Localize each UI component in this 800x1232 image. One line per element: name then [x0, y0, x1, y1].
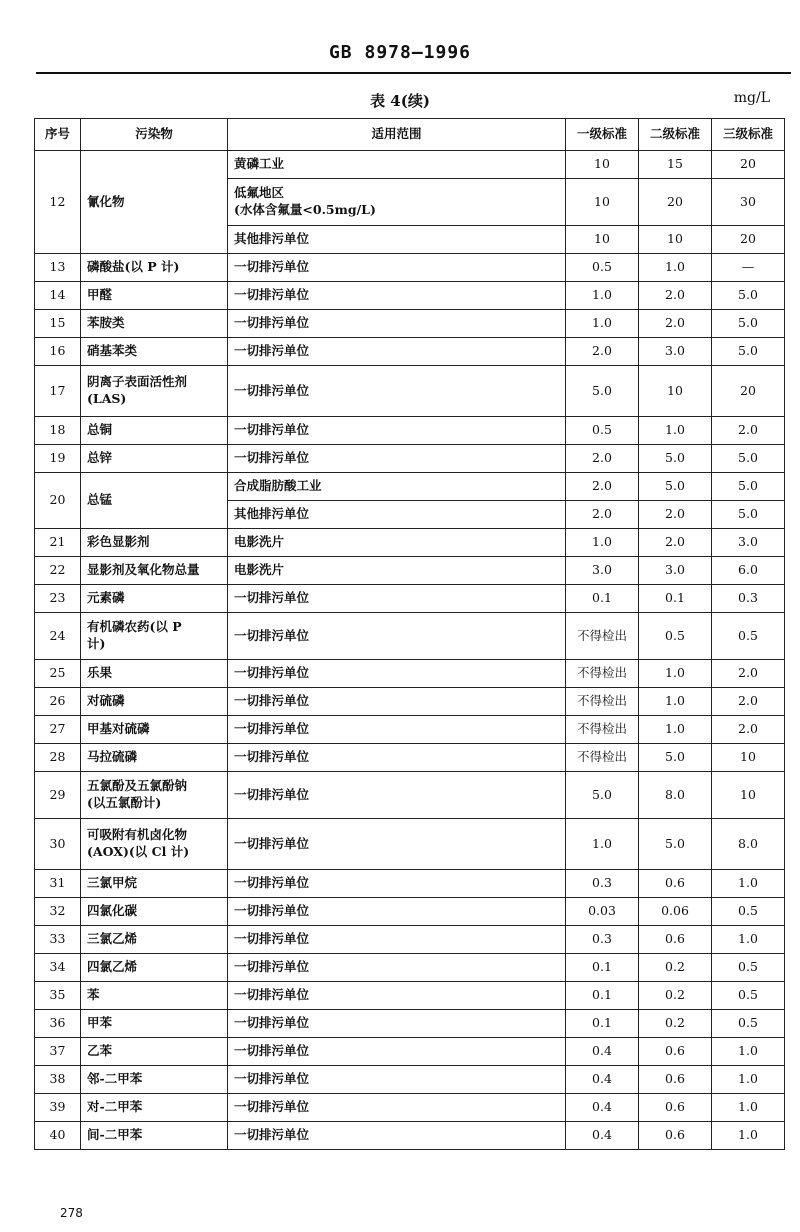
table-row — [35, 1066, 785, 1094]
header-grade-1: 一级标准 — [566, 119, 639, 151]
pollutant-name: 阴离子表面活性剂 (LAS) — [81, 366, 228, 417]
grade-2-value: 0.2 — [639, 954, 712, 982]
row-serial: 20 — [35, 473, 81, 529]
application-scope: 一切排污单位 — [228, 1094, 566, 1122]
application-scope: 一切排污单位 — [228, 870, 566, 898]
table-row — [35, 310, 785, 338]
grade-1-value: 0.1 — [566, 982, 639, 1010]
application-scope: 一切排污单位 — [228, 1122, 566, 1150]
row-serial: 40 — [35, 1122, 81, 1150]
row-serial: 31 — [35, 870, 81, 898]
grade-3-value: 2.0 — [712, 716, 785, 744]
table-row — [35, 1122, 785, 1150]
table-caption: 表 4(续) — [370, 92, 430, 110]
pollutant-standards-table — [34, 118, 785, 1150]
grade-1-value: 2.0 — [566, 445, 639, 473]
application-scope: 一切排污单位 — [228, 310, 566, 338]
row-serial: 18 — [35, 417, 81, 445]
table-row — [35, 282, 785, 310]
application-scope: 一切排污单位 — [228, 982, 566, 1010]
grade-1-value: 不得检出 — [566, 613, 639, 660]
header-pollutant: 污染物 — [81, 119, 228, 151]
grade-1-value: 2.0 — [566, 501, 639, 529]
table-header-row — [35, 119, 785, 151]
table-row — [35, 1038, 785, 1066]
grade-3-value: 1.0 — [712, 1066, 785, 1094]
application-scope: 一切排污单位 — [228, 613, 566, 660]
grade-3-value: 1.0 — [712, 1038, 785, 1066]
table-row — [35, 151, 785, 179]
grade-2-value: 1.0 — [639, 417, 712, 445]
row-serial: 24 — [35, 613, 81, 660]
pollutant-name: 马拉硫磷 — [81, 744, 228, 772]
row-serial: 36 — [35, 1010, 81, 1038]
pollutant-name: 对硫磷 — [81, 688, 228, 716]
grade-3-value: 5.0 — [712, 445, 785, 473]
grade-3-value: 5.0 — [712, 473, 785, 501]
grade-2-value: 0.6 — [639, 870, 712, 898]
row-serial: 30 — [35, 819, 81, 870]
grade-3-value: 0.3 — [712, 585, 785, 613]
pollutant-name: 甲苯 — [81, 1010, 228, 1038]
grade-2-value: 8.0 — [639, 772, 712, 819]
table-row — [35, 660, 785, 688]
table-row — [35, 772, 785, 819]
grade-3-value: 2.0 — [712, 688, 785, 716]
grade-1-value: 0.4 — [566, 1094, 639, 1122]
grade-2-value: 1.0 — [639, 716, 712, 744]
table-row — [35, 473, 785, 501]
grade-2-value: 2.0 — [639, 529, 712, 557]
grade-1-value: 1.0 — [566, 282, 639, 310]
grade-1-value: 5.0 — [566, 366, 639, 417]
pollutant-name: 五氯酚及五氯酚钠 (以五氯酚计) — [81, 772, 228, 819]
row-serial: 27 — [35, 716, 81, 744]
grade-1-value: 1.0 — [566, 819, 639, 870]
application-scope: 一切排污单位 — [228, 688, 566, 716]
grade-2-value: 3.0 — [639, 557, 712, 585]
grade-2-value: 5.0 — [639, 744, 712, 772]
table-row — [35, 716, 785, 744]
pollutant-name: 间-二甲苯 — [81, 1122, 228, 1150]
row-serial: 21 — [35, 529, 81, 557]
application-scope: 一切排污单位 — [228, 1010, 566, 1038]
grade-1-value: 0.1 — [566, 1010, 639, 1038]
grade-1-value: 0.4 — [566, 1038, 639, 1066]
grade-2-value: 5.0 — [639, 473, 712, 501]
grade-2-value: 0.6 — [639, 926, 712, 954]
grade-2-value: 0.6 — [639, 1094, 712, 1122]
pollutant-name: 硝基苯类 — [81, 338, 228, 366]
grade-2-value: 1.0 — [639, 688, 712, 716]
grade-2-value: 3.0 — [639, 338, 712, 366]
pollutant-name: 甲基对硫磷 — [81, 716, 228, 744]
application-scope: 电影洗片 — [228, 557, 566, 585]
grade-3-value: 1.0 — [712, 926, 785, 954]
application-scope: 一切排污单位 — [228, 716, 566, 744]
grade-1-value: 2.0 — [566, 338, 639, 366]
row-serial: 16 — [35, 338, 81, 366]
header-grade-3: 三级标准 — [712, 119, 785, 151]
grade-3-value: 10 — [712, 772, 785, 819]
grade-3-value: 3.0 — [712, 529, 785, 557]
row-serial: 25 — [35, 660, 81, 688]
table-row — [35, 585, 785, 613]
grade-1-value: 不得检出 — [566, 716, 639, 744]
grade-1-value: 0.1 — [566, 954, 639, 982]
application-scope: 一切排污单位 — [228, 282, 566, 310]
row-serial: 33 — [35, 926, 81, 954]
grade-1-value: 不得检出 — [566, 660, 639, 688]
grade-2-value: 0.6 — [639, 1122, 712, 1150]
row-serial: 12 — [35, 151, 81, 254]
table-row — [35, 529, 785, 557]
grade-2-value: 2.0 — [639, 310, 712, 338]
table-row — [35, 613, 785, 660]
pollutant-name: 彩色显影剂 — [81, 529, 228, 557]
header-serial: 序号 — [35, 119, 81, 151]
grade-3-value: 5.0 — [712, 501, 785, 529]
grade-3-value: 0.5 — [712, 954, 785, 982]
table-row — [35, 870, 785, 898]
grade-1-value: 0.3 — [566, 926, 639, 954]
grade-1-value: 0.4 — [566, 1066, 639, 1094]
grade-1-value: 不得检出 — [566, 744, 639, 772]
grade-3-value: — — [712, 254, 785, 282]
grade-1-value: 10 — [566, 151, 639, 179]
grade-3-value: 1.0 — [712, 1122, 785, 1150]
grade-1-value: 1.0 — [566, 529, 639, 557]
pollutant-name: 显影剂及氧化物总量 — [81, 557, 228, 585]
grade-3-value: 20 — [712, 226, 785, 254]
application-scope: 一切排污单位 — [228, 366, 566, 417]
header-grade-2: 二级标准 — [639, 119, 712, 151]
application-scope: 其他排污单位 — [228, 501, 566, 529]
grade-2-value: 1.0 — [639, 254, 712, 282]
application-scope: 一切排污单位 — [228, 417, 566, 445]
table-row — [35, 338, 785, 366]
grade-2-value: 10 — [639, 226, 712, 254]
row-serial: 29 — [35, 772, 81, 819]
application-scope: 一切排污单位 — [228, 338, 566, 366]
application-scope: 一切排污单位 — [228, 254, 566, 282]
page-number: 278 — [60, 1206, 83, 1220]
grade-3-value: 0.5 — [712, 613, 785, 660]
row-serial: 17 — [35, 366, 81, 417]
grade-2-value: 0.06 — [639, 898, 712, 926]
grade-2-value: 0.6 — [639, 1038, 712, 1066]
grade-3-value: 2.0 — [712, 417, 785, 445]
table-row — [35, 954, 785, 982]
table-row — [35, 819, 785, 870]
grade-2-value: 5.0 — [639, 445, 712, 473]
grade-2-value: 0.5 — [639, 613, 712, 660]
grade-3-value: 5.0 — [712, 338, 785, 366]
row-serial: 26 — [35, 688, 81, 716]
pollutant-name: 总锌 — [81, 445, 228, 473]
application-scope: 一切排污单位 — [228, 445, 566, 473]
grade-2-value: 1.0 — [639, 660, 712, 688]
pollutant-name: 总铜 — [81, 417, 228, 445]
application-scope: 一切排污单位 — [228, 926, 566, 954]
grade-2-value: 0.1 — [639, 585, 712, 613]
application-scope: 一切排污单位 — [228, 819, 566, 870]
grade-1-value: 0.03 — [566, 898, 639, 926]
grade-2-value: 15 — [639, 151, 712, 179]
application-scope: 电影洗片 — [228, 529, 566, 557]
pollutant-name: 有机磷农药(以 P 计) — [81, 613, 228, 660]
table-row — [35, 898, 785, 926]
grade-3-value: 5.0 — [712, 282, 785, 310]
grade-2-value: 0.2 — [639, 1010, 712, 1038]
grade-1-value: 不得检出 — [566, 688, 639, 716]
pollutant-name: 三氯甲烷 — [81, 870, 228, 898]
grade-1-value: 10 — [566, 179, 639, 226]
application-scope: 一切排污单位 — [228, 744, 566, 772]
pollutant-name: 乙苯 — [81, 1038, 228, 1066]
table-row — [35, 688, 785, 716]
grade-1-value: 0.5 — [566, 417, 639, 445]
row-serial: 35 — [35, 982, 81, 1010]
grade-2-value: 2.0 — [639, 501, 712, 529]
grade-3-value: 8.0 — [712, 819, 785, 870]
grade-2-value: 0.6 — [639, 1066, 712, 1094]
pollutant-name: 邻-二甲苯 — [81, 1066, 228, 1094]
grade-1-value: 1.0 — [566, 310, 639, 338]
pollutant-name: 甲醛 — [81, 282, 228, 310]
application-scope: 合成脂肪酸工业 — [228, 473, 566, 501]
application-scope: 一切排污单位 — [228, 772, 566, 819]
application-scope: 其他排污单位 — [228, 226, 566, 254]
application-scope: 一切排污单位 — [228, 954, 566, 982]
application-scope: 一切排污单位 — [228, 585, 566, 613]
table-row — [35, 744, 785, 772]
table-row — [35, 417, 785, 445]
row-serial: 38 — [35, 1066, 81, 1094]
grade-1-value: 2.0 — [566, 473, 639, 501]
row-serial: 32 — [35, 898, 81, 926]
row-serial: 28 — [35, 744, 81, 772]
row-serial: 15 — [35, 310, 81, 338]
grade-1-value: 0.4 — [566, 1122, 639, 1150]
application-scope: 一切排污单位 — [228, 1038, 566, 1066]
grade-3-value: 0.5 — [712, 898, 785, 926]
grade-1-value: 3.0 — [566, 557, 639, 585]
grade-1-value: 10 — [566, 226, 639, 254]
grade-3-value: 0.5 — [712, 1010, 785, 1038]
pollutant-name: 乐果 — [81, 660, 228, 688]
table-row — [35, 254, 785, 282]
row-serial: 22 — [35, 557, 81, 585]
grade-3-value: 0.5 — [712, 982, 785, 1010]
application-scope: 黄磷工业 — [228, 151, 566, 179]
table-body — [35, 151, 785, 1150]
standard-header: GB 8978—1996 — [328, 42, 472, 63]
application-scope: 低氟地区 (水体含氟量<0.5mg/L) — [228, 179, 566, 226]
grade-3-value: 30 — [712, 179, 785, 226]
grade-3-value: 2.0 — [712, 660, 785, 688]
table-row — [35, 445, 785, 473]
table-row — [35, 982, 785, 1010]
row-serial: 37 — [35, 1038, 81, 1066]
table-row — [35, 1010, 785, 1038]
grade-1-value: 0.1 — [566, 585, 639, 613]
application-scope: 一切排污单位 — [228, 898, 566, 926]
pollutant-name: 总锰 — [81, 473, 228, 529]
grade-2-value: 20 — [639, 179, 712, 226]
grade-1-value: 0.5 — [566, 254, 639, 282]
table-row — [35, 557, 785, 585]
table-row — [35, 366, 785, 417]
table-row — [35, 926, 785, 954]
pollutant-name: 四氯乙烯 — [81, 954, 228, 982]
grade-3-value: 5.0 — [712, 310, 785, 338]
grade-1-value: 0.3 — [566, 870, 639, 898]
row-serial: 14 — [35, 282, 81, 310]
header-scope: 适用范围 — [228, 119, 566, 151]
pollutant-name: 四氯化碳 — [81, 898, 228, 926]
grade-3-value: 1.0 — [712, 870, 785, 898]
pollutant-name: 对-二甲苯 — [81, 1094, 228, 1122]
grade-2-value: 2.0 — [639, 282, 712, 310]
header-rule — [36, 72, 791, 74]
row-serial: 34 — [35, 954, 81, 982]
table-unit: mg/L — [733, 90, 770, 106]
grade-3-value: 20 — [712, 366, 785, 417]
row-serial: 13 — [35, 254, 81, 282]
pollutant-name: 苯 — [81, 982, 228, 1010]
pollutant-name: 苯胺类 — [81, 310, 228, 338]
pollutant-name: 可吸附有机卤化物 (AOX)(以 Cl 计) — [81, 819, 228, 870]
grade-2-value: 5.0 — [639, 819, 712, 870]
pollutant-name: 磷酸盐(以 P 计) — [81, 254, 228, 282]
application-scope: 一切排污单位 — [228, 660, 566, 688]
row-serial: 39 — [35, 1094, 81, 1122]
pollutant-name: 元素磷 — [81, 585, 228, 613]
row-serial: 23 — [35, 585, 81, 613]
grade-3-value: 20 — [712, 151, 785, 179]
grade-3-value: 1.0 — [712, 1094, 785, 1122]
table-row — [35, 1094, 785, 1122]
row-serial: 19 — [35, 445, 81, 473]
application-scope: 一切排污单位 — [228, 1066, 566, 1094]
grade-3-value: 6.0 — [712, 557, 785, 585]
grade-3-value: 10 — [712, 744, 785, 772]
grade-2-value: 10 — [639, 366, 712, 417]
grade-2-value: 0.2 — [639, 982, 712, 1010]
pollutant-name: 三氯乙烯 — [81, 926, 228, 954]
grade-1-value: 5.0 — [566, 772, 639, 819]
pollutant-name: 氰化物 — [81, 151, 228, 254]
